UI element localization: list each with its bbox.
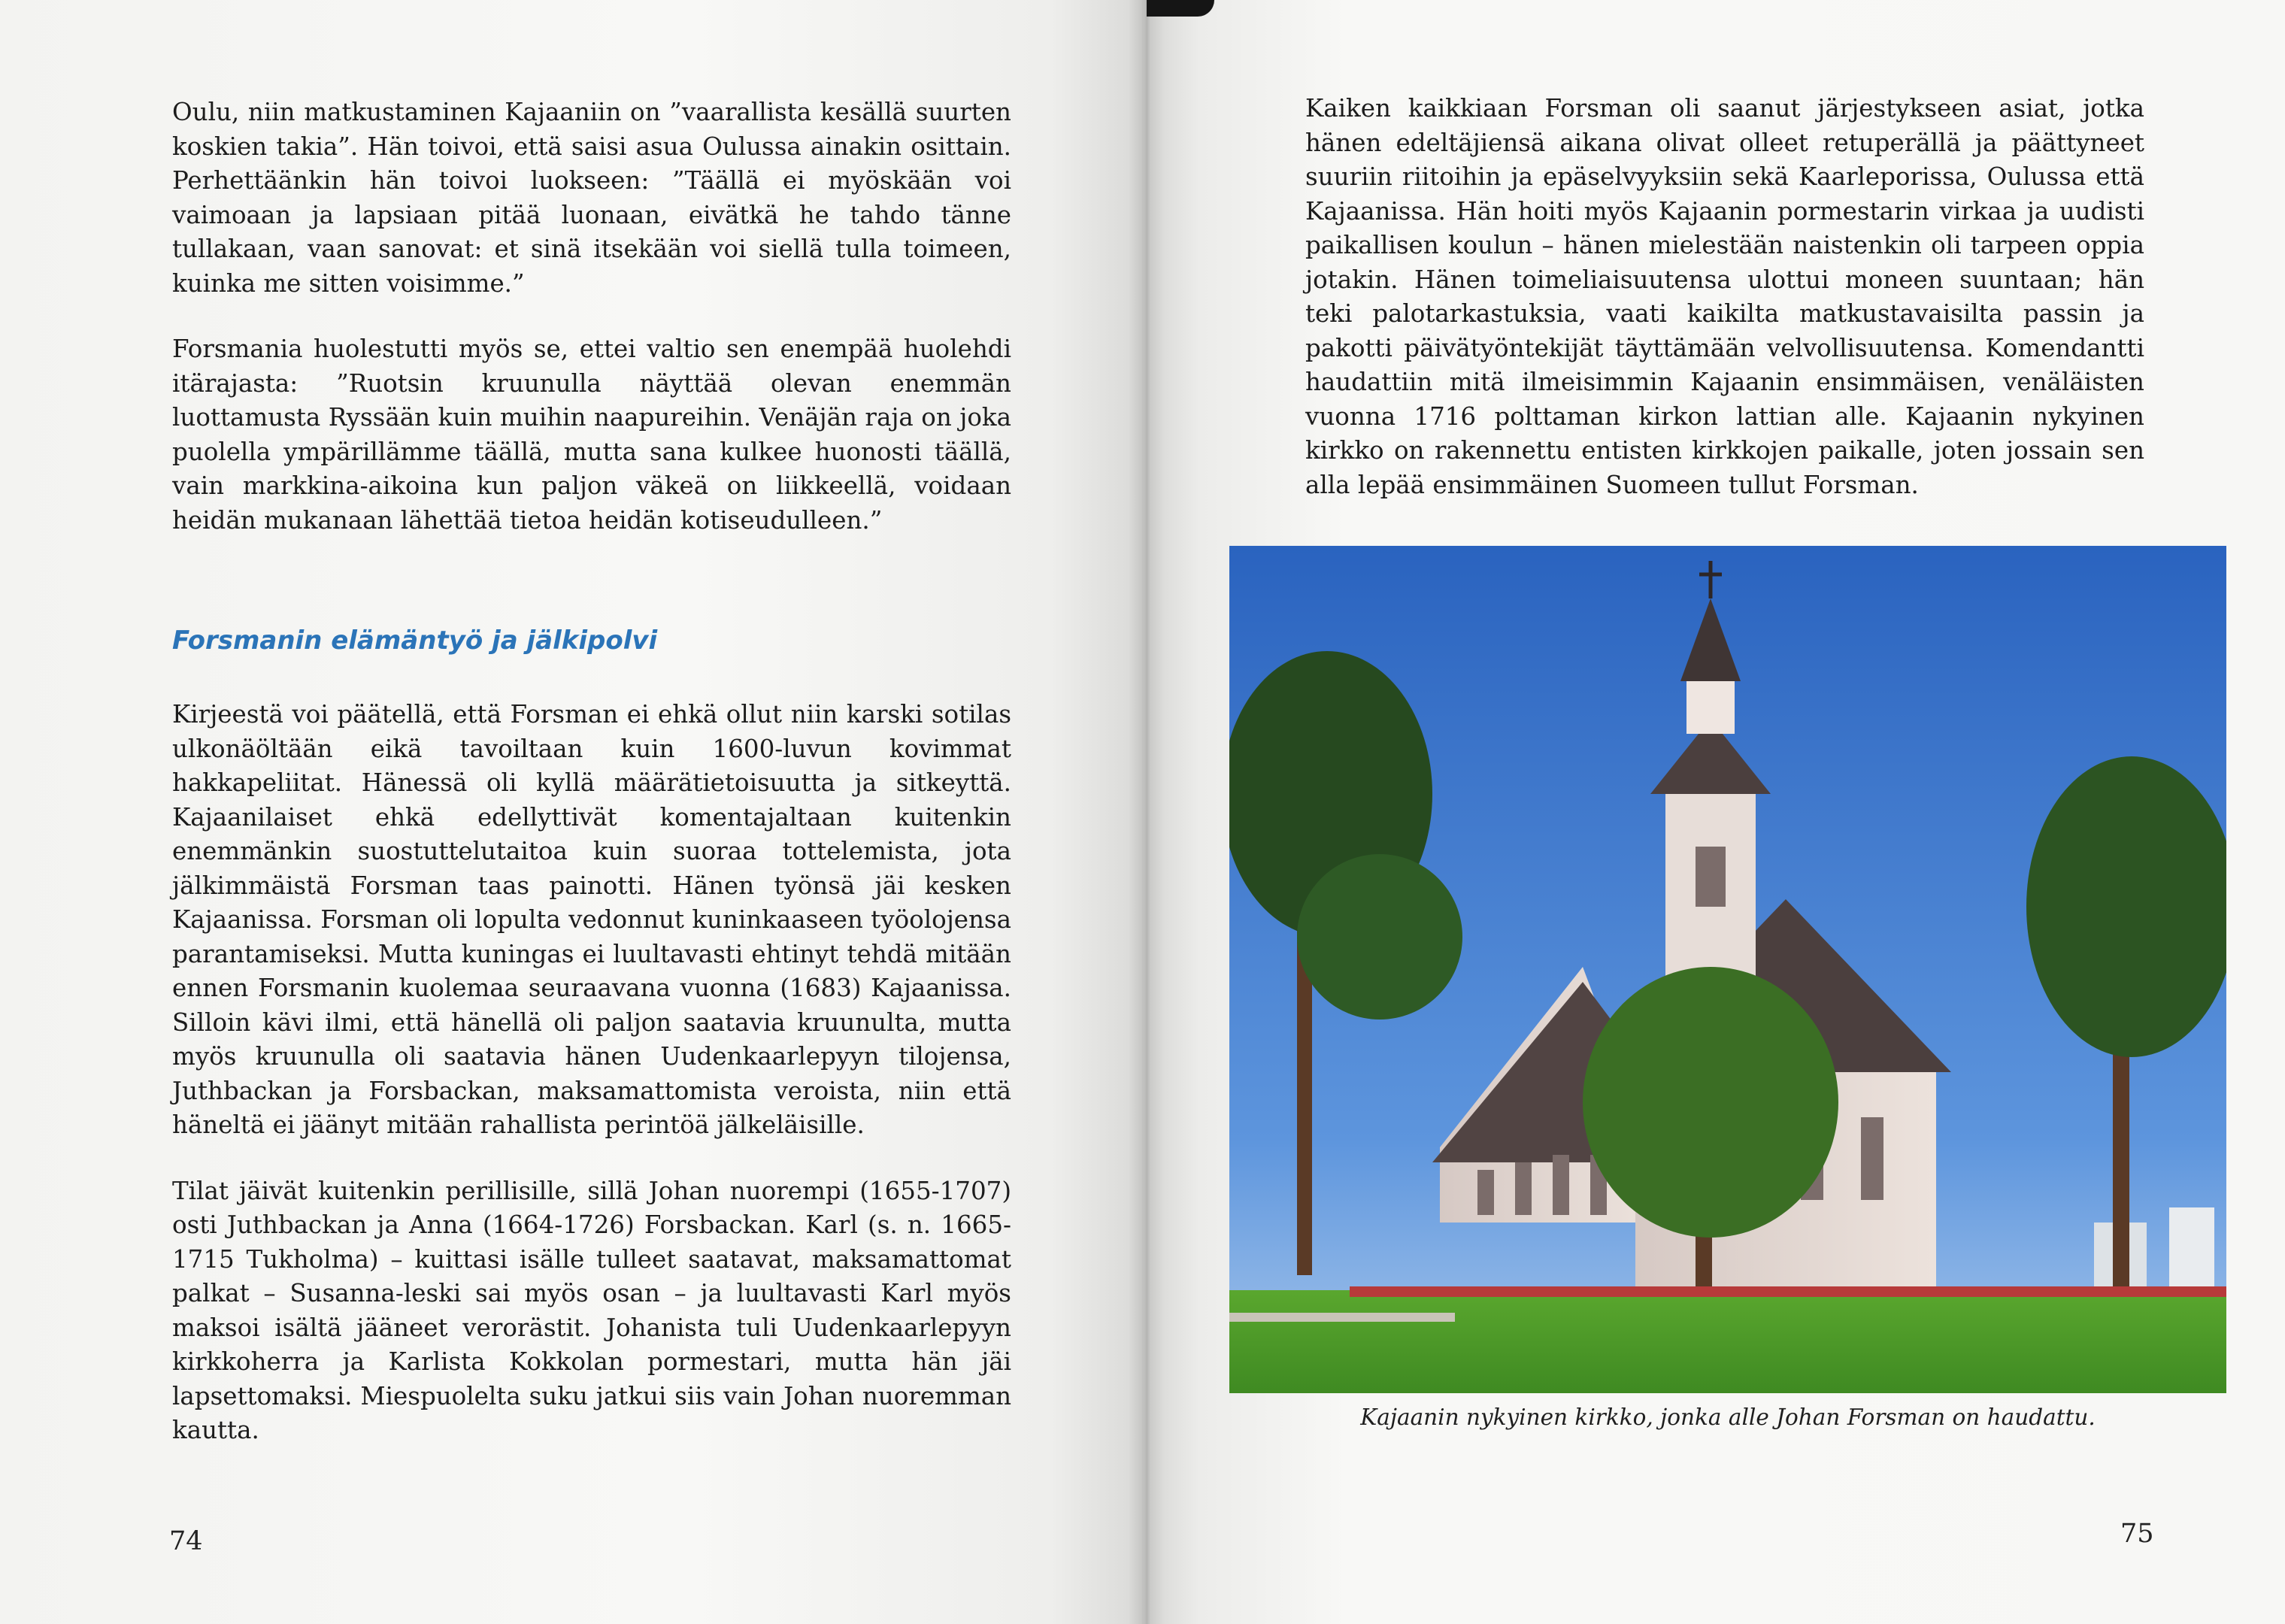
lawn — [1229, 1290, 2226, 1393]
section-heading: Forsmanin elämäntyö ja jälkipolvi — [172, 626, 658, 656]
paragraph: Tilat jäivät kuitenkin perillisille, sillä Johan nuorempi (1655-1707) osti Juthbackan ja Anna (1664-1726) Forsbackan. Karl (s. n. 1665-1715 Tukholma) – kuittasi isälle tulleet saatavat, maksamattomat palkat – Susanna-leski sai myös osan – ja luultavasti Karl myös maksoi isältä jääneet verorästit. Johanista tuli Uudenkaarlepyyn kirkkoherra ja Karlista Kokkolan pormestari, mutta hän jäi lapsettomaksi. Miespuolelta suku jatkui siis vain Johan nuoremman kautta. — [172, 1176, 1011, 1444]
page-number-right: 75 — [2120, 1519, 2154, 1549]
church-illustration — [1229, 546, 2226, 1393]
left-text-bottom — [172, 698, 1011, 1480]
binding-edge — [1147, 0, 1214, 17]
paragraph: Kaiken kaikkiaan Forsman oli saanut järjestykseen asiat, jotka hänen edeltäjiensä aikana olivat olleet retuperällä ja päättyneet suuriin riitoihin ja epäselvyyksiin sekä Kaarleporissa, Oulussa että Kajaanissa. Hän hoiti myös Kajaanin pormestarin virkaa ja uudisti paikallisen koulun – hänen mielestään naistenkin oli tarpeen oppia jotakin. Hänen toimeliaisuutensa ulottui moneen suuntaan; hän teki palotarkastuksia, vaati kaikilta matkustavaisilta passin ja pakotti päivätyöntekijät täyttämään velvollisuutensa. Komendantti haudattiin mitä ilmeisimmin Kajaanin ensimmäisen, venäläisten vuonna 1716 polttaman kirkon lattian alle. Kajaanin nykyinen kirkko on rakennettu entisten kirkkojen paikalle, joten jossain sen alla lepää ensimmäinen Suomeen tullut Forsman. — [1305, 94, 2144, 499]
belfry — [1686, 674, 1735, 734]
paragraph: Forsmania huolestutti myös se, ettei valtio sen enempää huolehdi itärajasta: ”Ruotsin kruunulla näyttää olevan enemmän luottamusta Ryssään kuin muihin naapureihin. Venäjän raja on joka puolella ympärillämme täällä, mutta sana kulkee huonosti täällä, vain markkina-aikoina kun paljon väkeä on liikkeellä, voidaan heidän mukanaan lähettää tietoa heidän kotiseudulleen.” — [172, 335, 1011, 535]
paragraph: Kirjeestä voi päätellä, että Forsman ei ehkä ollut niin karski sotilas ulkonäöltään eikä tavoiltaan kuin 1600-luvun kovimmat hakkapeliitat. Hänessä oli kyllä määrätietoisuutta ja sitkeyttä. Kajaanilaiset ehkä edellyttivät komentajaltaan kuitenkin enemmänkin suostuttelutaitoa kuin suoraa tottelemista, jota jälkimmäistä Forsman taas painotti. Hänen työnsä jäi kesken Kajaanissa. Forsman oli lopulta vedonnut kuninkaaseen työolojensa parantamiseksi. Mutta kuningas ei luultavasti ehtinyt tehdä mitään ennen Forsmanin kuolemaa seuraavana vuonna (1683) Kajaanissa. Silloin kävi ilmi, että hänellä oli paljon saatavia kruunulta, mutta myös kruunulla oli saatavia hänen Uudenkaarlepyyn tilojensa, Juthbackan ja Forsbackan, maksamattomista veroista, niin että häneltä ei jäänyt mitään rahallista perintöä jälkeläisille. — [172, 700, 1011, 1139]
left-text-top — [172, 95, 1011, 569]
church-photo — [1229, 546, 2226, 1393]
distant-building — [2169, 1207, 2214, 1298]
page-number-left: 74 — [169, 1526, 203, 1556]
flower-bed — [1350, 1286, 2226, 1297]
photo-caption: Kajaanin nykyinen kirkko, jonka alle Johan Forsman on haudattu. — [1360, 1404, 2096, 1430]
right-text — [1305, 92, 2144, 534]
path — [1229, 1313, 1455, 1322]
gutter-shadow — [1128, 0, 1165, 1624]
paragraph: Oulu, niin matkustaminen Kajaaniin on ”vaarallista kesällä suurten koskien takia”. Hän toivoi, että saisi asua Oulussa ainakin osittain. Perhettäänkin hän toivoi luokseen: ”Täällä ei myöskään voi vaimoaan ja lapsiaan pitää luonaan, eivätkä he tahdo tänne tullakaan, vaan sanovat: et sinä itsekään voi siellä tulla toimeen, kuinka me sitten voisimme.” — [172, 98, 1011, 298]
left-page — [0, 0, 1142, 1624]
